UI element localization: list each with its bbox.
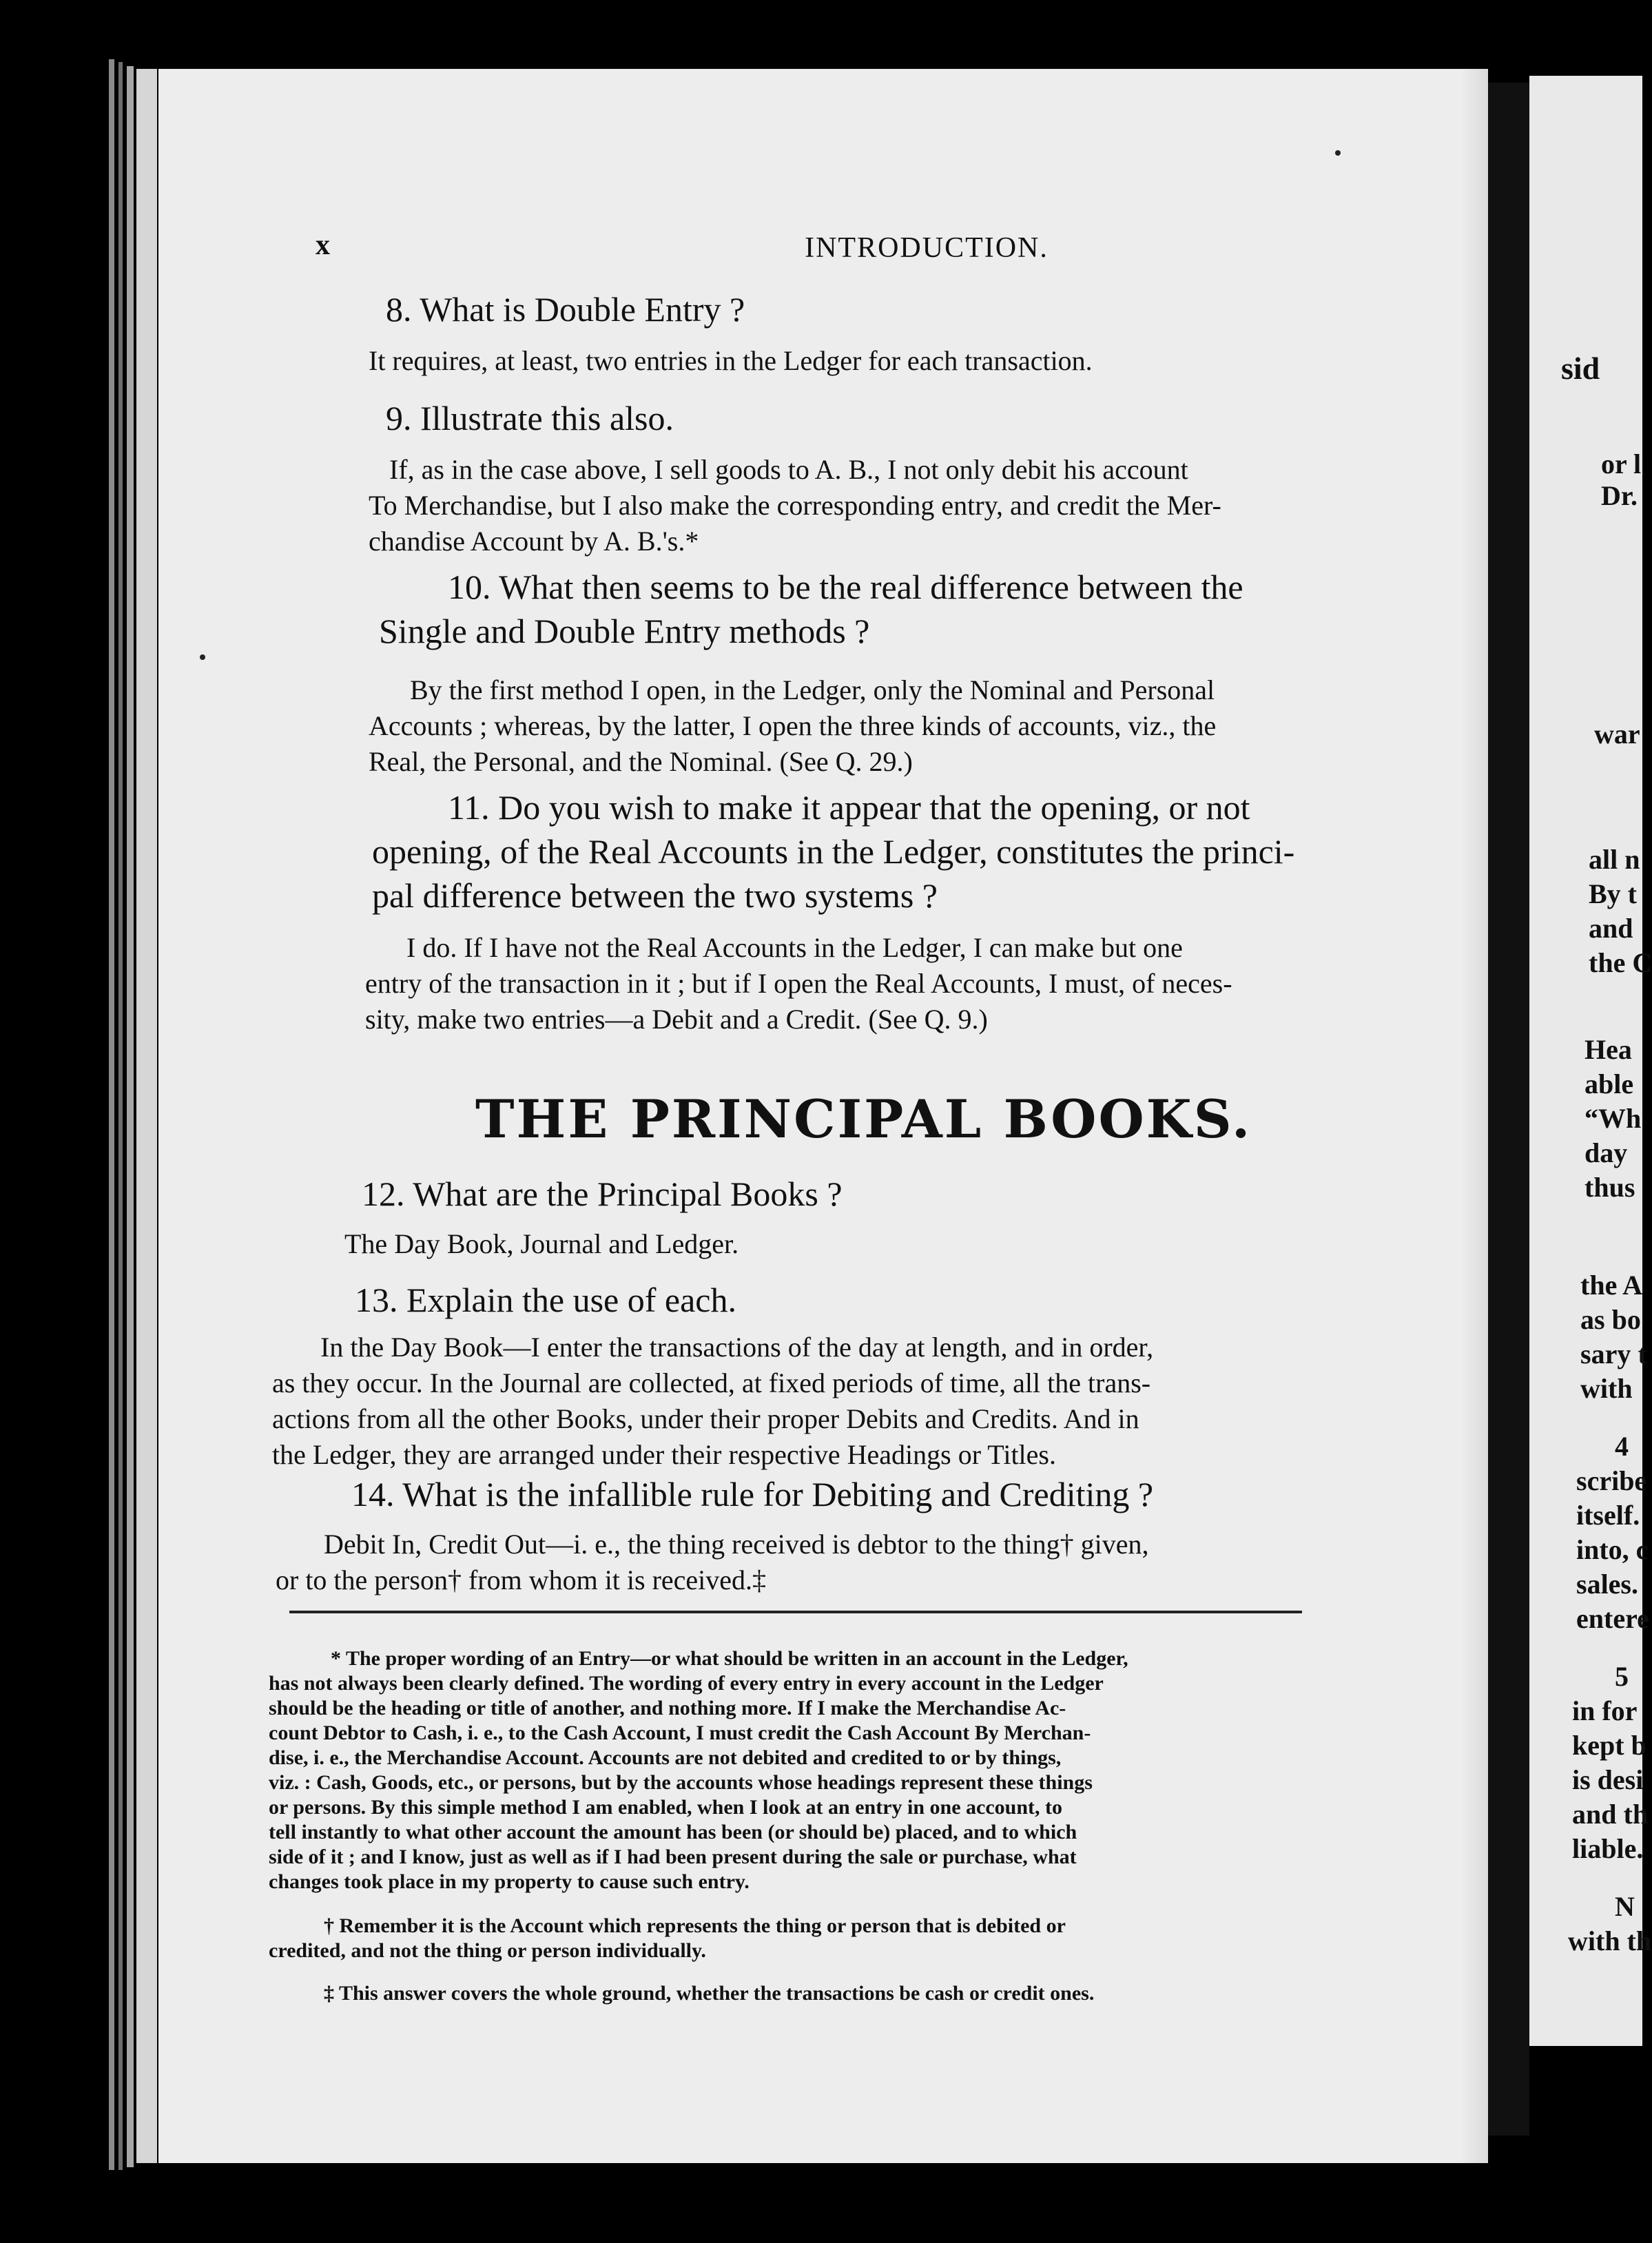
facing-text: day bbox=[1584, 1137, 1628, 1168]
facing-text: the C bbox=[1589, 947, 1652, 978]
facing-text: sid bbox=[1561, 351, 1600, 386]
question-10 bbox=[379, 565, 1243, 653]
facing-text: all n bbox=[1589, 844, 1640, 875]
facing-text: is desi bbox=[1572, 1764, 1644, 1795]
facing-text: 4 bbox=[1615, 1431, 1629, 1462]
facing-text: 5 bbox=[1615, 1661, 1629, 1692]
facing-text: and bbox=[1589, 913, 1633, 944]
facing-text: sary t bbox=[1580, 1338, 1647, 1369]
facing-text: liable. bbox=[1572, 1833, 1644, 1864]
answer-line: To Merchandise, but I also make the corresponding entry, and credit the Mer- bbox=[369, 490, 1221, 521]
footnote-dagger bbox=[269, 1914, 1066, 1963]
question-9: 9. Illustrate this also. bbox=[386, 399, 674, 437]
facing-text: with th bbox=[1568, 1925, 1652, 1956]
footnote-line: tell instantly to what other account the amount has been (or should be) placed, and to which bbox=[269, 1821, 1077, 1843]
facing-text: as bo bbox=[1580, 1304, 1641, 1335]
facing-page bbox=[1529, 76, 1652, 2046]
answer-12 bbox=[344, 1226, 739, 1262]
page-number: x bbox=[316, 229, 330, 261]
answer-line: chandise Account by A. B.'s.* bbox=[369, 526, 699, 557]
facing-text: with bbox=[1580, 1373, 1633, 1404]
facing-text: entere bbox=[1576, 1603, 1649, 1634]
answer-line: The Day Book, Journal and Ledger. bbox=[344, 1228, 739, 1259]
answer-13 bbox=[272, 1330, 1153, 1473]
answer-line: I do. If I have not the Real Accounts in the Ledger, I can make but one bbox=[406, 932, 1183, 963]
answer-line: If, as in the case above, I sell goods to A. B., I not only debit his account bbox=[389, 454, 1188, 485]
facing-text: Dr. bbox=[1601, 480, 1638, 511]
facing-text: N bbox=[1615, 1891, 1635, 1922]
page-edge bbox=[118, 62, 123, 2170]
answer-line: Accounts ; whereas, by the latter, I open the three kinds of accounts, viz., the bbox=[369, 710, 1217, 741]
footnote-double-dagger: ‡ This answer covers the whole ground, whether the transactions be cash or credit ones. bbox=[324, 1982, 1095, 2005]
page-edge bbox=[109, 59, 114, 2170]
answer-line: entry of the transaction in it ; but if I open the Real Accounts, I must, of neces- bbox=[365, 968, 1232, 999]
question-line: 10. What then seems to be the real difference between the bbox=[448, 568, 1243, 606]
book-page bbox=[158, 69, 1488, 2163]
answer-line: sity, make two entries—a Debit and a Credit. (See Q. 9.) bbox=[365, 1004, 988, 1035]
answer-line: It requires, at least, two entries in the Ledger for each transaction. bbox=[369, 345, 1093, 376]
running-head-text: INTRODUCTION. bbox=[805, 232, 1049, 264]
footnote-line: has not always been clearly defined. The wording of every entry in every account in the Ledger bbox=[269, 1672, 1104, 1695]
speck bbox=[1335, 150, 1341, 156]
footnote-line: should be the heading or title of another, and nothing more. If I make the Merchandise Ac- bbox=[269, 1697, 1066, 1719]
facing-text: By t bbox=[1589, 878, 1637, 909]
question-line: opening, of the Real Accounts in the Ledger, constitutes the princi- bbox=[372, 832, 1295, 871]
facing-text: kept b bbox=[1572, 1730, 1646, 1761]
facing-text: or l bbox=[1601, 448, 1642, 479]
answer-14 bbox=[276, 1527, 1149, 1598]
answer-8 bbox=[369, 343, 1093, 379]
facing-text: “Wh bbox=[1584, 1103, 1642, 1134]
facing-text: and th bbox=[1572, 1799, 1649, 1830]
speck bbox=[200, 654, 205, 660]
answer-line: In the Day Book—I enter the transactions of the day at length, and in order, bbox=[320, 1332, 1154, 1363]
question-line: pal difference between the two systems ? bbox=[372, 876, 938, 915]
answer-10 bbox=[369, 672, 1216, 780]
facing-text: able bbox=[1584, 1068, 1634, 1099]
facing-text: war bbox=[1594, 719, 1640, 750]
question-13: 13. Explain the use of each. bbox=[355, 1281, 736, 1319]
answer-line: By the first method I open, in the Ledger, only the Nominal and Personal bbox=[410, 674, 1215, 705]
answer-line: as they occur. In the Journal are collected, at fixed periods of time, all the trans- bbox=[272, 1367, 1151, 1398]
facing-text: thus bbox=[1584, 1172, 1635, 1203]
answer-line: actions from all the other Books, under their proper Debits and Credits. And in bbox=[272, 1403, 1139, 1434]
facing-text: Hea bbox=[1584, 1034, 1632, 1065]
question-8: 8. What is Double Entry ? bbox=[386, 290, 745, 329]
footnote-line: dise, i. e., the Merchandise Account. Accounts are not debited and credited to or by things, bbox=[269, 1746, 1062, 1769]
section-heading: THE PRINCIPAL BOOKS. bbox=[475, 1088, 1252, 1150]
footnote-line: changes took place in my property to cause such entry. bbox=[269, 1870, 750, 1893]
facing-text: the A bbox=[1580, 1270, 1642, 1301]
page-shadow bbox=[1460, 69, 1488, 2163]
running-head bbox=[158, 231, 1488, 265]
facing-text: in for bbox=[1572, 1695, 1638, 1726]
answer-line: or to the person† from whom it is received.‡ bbox=[276, 1564, 767, 1595]
question-line: Single and Double Entry methods ? bbox=[379, 612, 870, 650]
footnote-line: † Remember it is the Account which represents the thing or person that is debited or bbox=[324, 1914, 1066, 1937]
question-14: 14. What is the infallible rule for Debiting and Crediting ? bbox=[351, 1475, 1154, 1513]
footnote-line: viz. : Cash, Goods, etc., or persons, but by the accounts whose headings represent these things bbox=[269, 1771, 1093, 1794]
facing-text: into, c bbox=[1576, 1534, 1649, 1565]
answer-line: Debit In, Credit Out—i. e., the thing received is debtor to the thing† given, bbox=[324, 1529, 1149, 1560]
footnote-line: credited, and not the thing or person individually. bbox=[269, 1939, 706, 1962]
footnote-rule bbox=[289, 1611, 1302, 1613]
answer-11 bbox=[365, 930, 1232, 1037]
facing-text: sales. bbox=[1576, 1569, 1638, 1600]
answer-line: the Ledger, they are arranged under their respective Headings or Titles. bbox=[272, 1439, 1056, 1470]
footnote-line: or persons. By this simple method I am enabled, when I look at an entry in one account, to bbox=[269, 1796, 1063, 1819]
footnote-line: * The proper wording of an Entry—or what should be written in an account in the Ledger, bbox=[331, 1647, 1128, 1670]
question-11 bbox=[372, 785, 1294, 918]
footnote-star bbox=[269, 1646, 1128, 1894]
facing-text: itself. bbox=[1576, 1500, 1640, 1531]
question-12: 12. What are the Principal Books ? bbox=[362, 1175, 843, 1213]
answer-9 bbox=[369, 452, 1221, 559]
book-gutter bbox=[1488, 83, 1529, 2136]
footnote-line: count Debtor to Cash, i. e., to the Cash Account, I must credit the Cash Account By Merchan- bbox=[269, 1722, 1091, 1744]
page-edge bbox=[136, 69, 157, 2163]
page-edge bbox=[127, 66, 134, 2167]
answer-line: Real, the Personal, and the Nominal. (See Q. 29.) bbox=[369, 746, 913, 777]
facing-text: scribe bbox=[1576, 1465, 1647, 1496]
question-line: 11. Do you wish to make it appear that the opening, or not bbox=[448, 788, 1250, 827]
footnote-line: side of it ; and I know, just as well as if I had been present during the sale or purchase, what bbox=[269, 1846, 1077, 1868]
